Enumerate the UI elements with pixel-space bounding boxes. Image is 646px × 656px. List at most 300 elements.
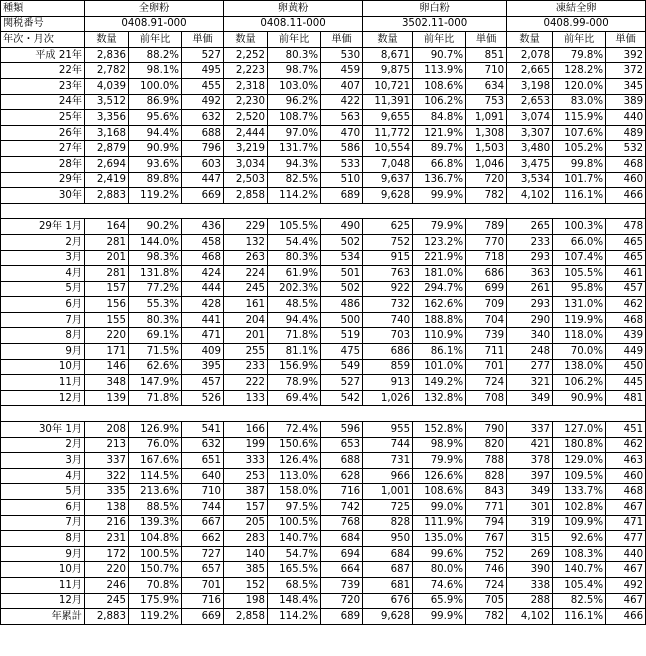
yoy-cell: 156.9% bbox=[268, 359, 321, 375]
unit-price-cell: 458 bbox=[182, 234, 224, 250]
unit-price-cell: 500 bbox=[321, 312, 363, 328]
unit-price-cell: 586 bbox=[321, 141, 363, 157]
unit-price-cell: 632 bbox=[182, 437, 224, 453]
yoy-cell: 97.0% bbox=[268, 125, 321, 141]
unit-price-cell: 532 bbox=[606, 141, 646, 157]
unit-price-cell: 444 bbox=[182, 281, 224, 297]
quantity-cell: 156 bbox=[85, 297, 129, 313]
row-label: 30年 bbox=[1, 188, 85, 204]
quantity-cell: 828 bbox=[363, 515, 413, 531]
quantity-cell: 2,653 bbox=[507, 94, 553, 110]
yoy-cell: 131.0% bbox=[553, 297, 606, 313]
empty-cell bbox=[1, 406, 85, 422]
yoy-cell: 105.2% bbox=[553, 141, 606, 157]
yoy-cell: 105.5% bbox=[268, 219, 321, 235]
unit-price-cell: 710 bbox=[466, 63, 507, 79]
quantity-cell: 333 bbox=[224, 453, 268, 469]
quantity-cell: 2,419 bbox=[85, 172, 129, 188]
annual-row bbox=[1, 63, 646, 79]
quantity-cell: 8,671 bbox=[363, 47, 413, 63]
empty-cell bbox=[606, 406, 646, 422]
header-row-products bbox=[1, 1, 646, 17]
yoy-cell: 90.7% bbox=[413, 47, 466, 63]
yoy-cell: 107.6% bbox=[553, 125, 606, 141]
yoy-cell: 68.5% bbox=[268, 577, 321, 593]
yoy-cell: 108.6% bbox=[413, 484, 466, 500]
empty-cell bbox=[321, 406, 363, 422]
unit-price-cell: 465 bbox=[606, 234, 646, 250]
yoy-cell: 99.6% bbox=[413, 546, 466, 562]
column-header-quantity: 数量 bbox=[363, 32, 413, 48]
unit-price-cell: 708 bbox=[466, 390, 507, 406]
yoy-cell: 98.9% bbox=[413, 437, 466, 453]
row-label: 10月 bbox=[1, 562, 85, 578]
yoy-cell: 48.5% bbox=[268, 297, 321, 313]
unit-price-cell: 395 bbox=[182, 359, 224, 375]
annual-row bbox=[1, 172, 646, 188]
yoy-cell: 108.6% bbox=[413, 78, 466, 94]
unit-price-cell: 1,091 bbox=[466, 110, 507, 126]
monthly-row bbox=[1, 234, 646, 250]
unit-price-cell: 428 bbox=[182, 297, 224, 313]
unit-price-cell: 796 bbox=[182, 141, 224, 157]
unit-price-cell: 718 bbox=[466, 250, 507, 266]
unit-price-cell: 519 bbox=[321, 328, 363, 344]
yoy-cell: 99.8% bbox=[553, 156, 606, 172]
tariff-code: 0408.11-000 bbox=[224, 16, 363, 32]
quantity-cell: 348 bbox=[85, 375, 129, 391]
unit-price-cell: 392 bbox=[606, 47, 646, 63]
quantity-cell: 1,001 bbox=[363, 484, 413, 500]
yoy-cell: 70.0% bbox=[553, 344, 606, 360]
quantity-cell: 686 bbox=[363, 344, 413, 360]
quantity-cell: 140 bbox=[224, 546, 268, 562]
yoy-cell: 100.3% bbox=[553, 219, 606, 235]
total-row bbox=[1, 609, 646, 625]
yoy-cell: 121.9% bbox=[413, 125, 466, 141]
row-label: 2月 bbox=[1, 234, 85, 250]
unit-price-cell: 782 bbox=[466, 188, 507, 204]
row-label: 4月 bbox=[1, 468, 85, 484]
quantity-cell: 155 bbox=[85, 312, 129, 328]
row-label: 27年 bbox=[1, 141, 85, 157]
unit-price-cell: 459 bbox=[321, 63, 363, 79]
monthly-row bbox=[1, 593, 646, 609]
yoy-cell: 158.0% bbox=[268, 484, 321, 500]
unit-price-cell: 727 bbox=[182, 546, 224, 562]
quantity-cell: 9,655 bbox=[363, 110, 413, 126]
yoy-cell: 84.8% bbox=[413, 110, 466, 126]
empty-cell bbox=[363, 406, 413, 422]
yoy-cell: 136.7% bbox=[413, 172, 466, 188]
empty-cell bbox=[553, 406, 606, 422]
yoy-cell: 89.7% bbox=[413, 141, 466, 157]
yoy-cell: 97.5% bbox=[268, 500, 321, 516]
unit-price-cell: 527 bbox=[321, 375, 363, 391]
quantity-cell: 922 bbox=[363, 281, 413, 297]
unit-price-cell: 701 bbox=[466, 359, 507, 375]
unit-price-cell: 372 bbox=[606, 63, 646, 79]
unit-price-cell: 689 bbox=[321, 188, 363, 204]
quantity-cell: 245 bbox=[85, 593, 129, 609]
yoy-cell: 113.9% bbox=[413, 63, 466, 79]
monthly-row bbox=[1, 468, 646, 484]
quantity-cell: 172 bbox=[85, 546, 129, 562]
unit-price-cell: 468 bbox=[182, 250, 224, 266]
quantity-cell: 2,078 bbox=[507, 47, 553, 63]
yoy-cell: 88.2% bbox=[129, 47, 182, 63]
quantity-cell: 681 bbox=[363, 577, 413, 593]
monthly-row bbox=[1, 546, 646, 562]
yoy-cell: 95.8% bbox=[553, 281, 606, 297]
yoy-cell: 119.2% bbox=[129, 609, 182, 625]
yoy-cell: 100.5% bbox=[268, 515, 321, 531]
quantity-cell: 2,223 bbox=[224, 63, 268, 79]
unit-price-cell: 463 bbox=[606, 453, 646, 469]
quantity-cell: 684 bbox=[363, 546, 413, 562]
unit-price-cell: 486 bbox=[321, 297, 363, 313]
spacer-row bbox=[1, 203, 646, 219]
quantity-cell: 139 bbox=[85, 390, 129, 406]
monthly-row bbox=[1, 437, 646, 453]
unit-price-cell: 664 bbox=[321, 562, 363, 578]
yoy-cell: 126.6% bbox=[413, 468, 466, 484]
quantity-cell: 265 bbox=[507, 219, 553, 235]
quantity-cell: 2,252 bbox=[224, 47, 268, 63]
unit-price-cell: 461 bbox=[606, 266, 646, 282]
quantity-cell: 255 bbox=[224, 344, 268, 360]
annual-row bbox=[1, 94, 646, 110]
yoy-cell: 92.6% bbox=[553, 531, 606, 547]
quantity-cell: 204 bbox=[224, 312, 268, 328]
quantity-cell: 132 bbox=[224, 234, 268, 250]
quantity-cell: 915 bbox=[363, 250, 413, 266]
yoy-cell: 71.5% bbox=[129, 344, 182, 360]
yoy-cell: 108.3% bbox=[553, 546, 606, 562]
yoy-cell: 132.8% bbox=[413, 390, 466, 406]
quantity-cell: 363 bbox=[507, 266, 553, 282]
quantity-cell: 3,534 bbox=[507, 172, 553, 188]
unit-price-cell: 739 bbox=[466, 328, 507, 344]
quantity-cell: 390 bbox=[507, 562, 553, 578]
quantity-cell: 335 bbox=[85, 484, 129, 500]
quantity-cell: 349 bbox=[507, 390, 553, 406]
quantity-cell: 161 bbox=[224, 297, 268, 313]
unit-price-cell: 789 bbox=[466, 219, 507, 235]
yoy-cell: 65.9% bbox=[413, 593, 466, 609]
yoy-cell: 93.6% bbox=[129, 156, 182, 172]
quantity-cell: 966 bbox=[363, 468, 413, 484]
quantity-cell: 213 bbox=[85, 437, 129, 453]
yoy-cell: 94.4% bbox=[268, 312, 321, 328]
empty-cell bbox=[507, 406, 553, 422]
yoy-cell: 69.1% bbox=[129, 328, 182, 344]
yoy-cell: 118.0% bbox=[553, 328, 606, 344]
row-label: 22年 bbox=[1, 63, 85, 79]
unit-price-cell: 828 bbox=[466, 468, 507, 484]
empty-cell bbox=[321, 203, 363, 219]
yoy-cell: 127.0% bbox=[553, 422, 606, 438]
unit-price-cell: 455 bbox=[182, 78, 224, 94]
quantity-cell: 171 bbox=[85, 344, 129, 360]
quantity-cell: 703 bbox=[363, 328, 413, 344]
unit-price-cell: 669 bbox=[182, 609, 224, 625]
unit-price-cell: 460 bbox=[606, 468, 646, 484]
quantity-cell: 277 bbox=[507, 359, 553, 375]
yoy-cell: 108.7% bbox=[268, 110, 321, 126]
quantity-cell: 3,034 bbox=[224, 156, 268, 172]
unit-price-cell: 447 bbox=[182, 172, 224, 188]
unit-price-cell: 716 bbox=[182, 593, 224, 609]
yoy-cell: 72.4% bbox=[268, 422, 321, 438]
yoy-cell: 147.9% bbox=[129, 375, 182, 391]
row-label: 10月 bbox=[1, 359, 85, 375]
yoy-cell: 181.0% bbox=[413, 266, 466, 282]
unit-price-cell: 436 bbox=[182, 219, 224, 235]
yoy-cell: 116.1% bbox=[553, 188, 606, 204]
column-header-unit-price: 単価 bbox=[182, 32, 224, 48]
monthly-row bbox=[1, 375, 646, 391]
quantity-cell: 752 bbox=[363, 234, 413, 250]
quantity-cell: 133 bbox=[224, 390, 268, 406]
unit-price-cell: 688 bbox=[321, 453, 363, 469]
row-label: 29年 bbox=[1, 172, 85, 188]
yoy-cell: 100.5% bbox=[129, 546, 182, 562]
yoy-cell: 175.9% bbox=[129, 593, 182, 609]
yoy-cell: 80.3% bbox=[129, 312, 182, 328]
unit-price-cell: 467 bbox=[606, 562, 646, 578]
unit-price-cell: 711 bbox=[466, 344, 507, 360]
column-header-yoy: 前年比 bbox=[268, 32, 321, 48]
unit-price-cell: 457 bbox=[606, 281, 646, 297]
quantity-cell: 138 bbox=[85, 500, 129, 516]
unit-price-cell: 542 bbox=[321, 390, 363, 406]
yoy-cell: 71.8% bbox=[129, 390, 182, 406]
unit-price-cell: 457 bbox=[182, 375, 224, 391]
yoy-cell: 89.8% bbox=[129, 172, 182, 188]
monthly-row bbox=[1, 422, 646, 438]
yoy-cell: 140.7% bbox=[268, 531, 321, 547]
quantity-cell: 245 bbox=[224, 281, 268, 297]
unit-price-cell: 720 bbox=[466, 172, 507, 188]
monthly-row bbox=[1, 500, 646, 516]
quantity-cell: 4,039 bbox=[85, 78, 129, 94]
empty-cell bbox=[224, 406, 268, 422]
annual-row bbox=[1, 47, 646, 63]
yoy-cell: 77.2% bbox=[129, 281, 182, 297]
quantity-cell: 7,048 bbox=[363, 156, 413, 172]
unit-price-cell: 705 bbox=[466, 593, 507, 609]
empty-cell bbox=[85, 203, 129, 219]
quantity-cell: 3,198 bbox=[507, 78, 553, 94]
unit-price-cell: 439 bbox=[606, 328, 646, 344]
row-label: 3月 bbox=[1, 250, 85, 266]
unit-price-cell: 467 bbox=[606, 500, 646, 516]
yoy-cell: 109.9% bbox=[553, 515, 606, 531]
quantity-cell: 11,391 bbox=[363, 94, 413, 110]
column-header-unit-price: 単価 bbox=[321, 32, 363, 48]
empty-cell bbox=[553, 203, 606, 219]
row-label: 28年 bbox=[1, 156, 85, 172]
quantity-cell: 731 bbox=[363, 453, 413, 469]
annual-row bbox=[1, 188, 646, 204]
quantity-cell: 744 bbox=[363, 437, 413, 453]
quantity-cell: 378 bbox=[507, 453, 553, 469]
quantity-cell: 222 bbox=[224, 375, 268, 391]
empty-cell bbox=[129, 406, 182, 422]
yoy-cell: 102.8% bbox=[553, 500, 606, 516]
quantity-cell: 3,074 bbox=[507, 110, 553, 126]
yoy-cell: 82.5% bbox=[268, 172, 321, 188]
row-label: 25年 bbox=[1, 110, 85, 126]
quantity-cell: 387 bbox=[224, 484, 268, 500]
quantity-cell: 732 bbox=[363, 297, 413, 313]
unit-price-cell: 603 bbox=[182, 156, 224, 172]
quantity-cell: 337 bbox=[85, 453, 129, 469]
yoy-cell: 111.9% bbox=[413, 515, 466, 531]
yoy-cell: 105.4% bbox=[553, 577, 606, 593]
empty-cell bbox=[507, 203, 553, 219]
yoy-cell: 131.7% bbox=[268, 141, 321, 157]
quantity-cell: 216 bbox=[85, 515, 129, 531]
quantity-cell: 220 bbox=[85, 562, 129, 578]
unit-price-cell: 407 bbox=[321, 78, 363, 94]
quantity-cell: 231 bbox=[85, 531, 129, 547]
quantity-cell: 3,219 bbox=[224, 141, 268, 157]
yoy-cell: 213.6% bbox=[129, 484, 182, 500]
quantity-cell: 2,858 bbox=[224, 188, 268, 204]
unit-price-cell: 794 bbox=[466, 515, 507, 531]
quantity-cell: 166 bbox=[224, 422, 268, 438]
yoy-cell: 150.7% bbox=[129, 562, 182, 578]
unit-price-cell: 526 bbox=[182, 390, 224, 406]
quantity-cell: 421 bbox=[507, 437, 553, 453]
quantity-cell: 338 bbox=[507, 577, 553, 593]
quantity-cell: 157 bbox=[85, 281, 129, 297]
unit-price-cell: 470 bbox=[321, 125, 363, 141]
yoy-cell: 99.9% bbox=[413, 188, 466, 204]
quantity-cell: 340 bbox=[507, 328, 553, 344]
quantity-cell: 1,026 bbox=[363, 390, 413, 406]
yoy-cell: 188.8% bbox=[413, 312, 466, 328]
row-label: 9月 bbox=[1, 344, 85, 360]
empty-cell bbox=[268, 203, 321, 219]
quantity-cell: 315 bbox=[507, 531, 553, 547]
yoy-cell: 66.8% bbox=[413, 156, 466, 172]
quantity-cell: 253 bbox=[224, 468, 268, 484]
yoy-cell: 101.7% bbox=[553, 172, 606, 188]
unit-price-cell: 753 bbox=[466, 94, 507, 110]
yoy-cell: 149.2% bbox=[413, 375, 466, 391]
yoy-cell: 62.6% bbox=[129, 359, 182, 375]
empty-cell bbox=[413, 203, 466, 219]
unit-price-cell: 768 bbox=[321, 515, 363, 531]
unit-price-cell: 495 bbox=[182, 63, 224, 79]
yoy-cell: 119.9% bbox=[553, 312, 606, 328]
unit-price-cell: 492 bbox=[182, 94, 224, 110]
unit-price-cell: 527 bbox=[182, 47, 224, 63]
header-row-codes bbox=[1, 16, 646, 32]
monthly-row bbox=[1, 250, 646, 266]
empty-cell bbox=[606, 203, 646, 219]
quantity-cell: 4,102 bbox=[507, 188, 553, 204]
yoy-cell: 144.0% bbox=[129, 234, 182, 250]
yoy-cell: 126.9% bbox=[129, 422, 182, 438]
header-row-columns bbox=[1, 32, 646, 48]
quantity-cell: 9,628 bbox=[363, 609, 413, 625]
unit-price-cell: 449 bbox=[606, 344, 646, 360]
empty-cell bbox=[268, 406, 321, 422]
quantity-cell: 233 bbox=[507, 234, 553, 250]
quantity-cell: 2,858 bbox=[224, 609, 268, 625]
table-body bbox=[1, 1, 646, 625]
quantity-cell: 198 bbox=[224, 593, 268, 609]
unit-price-cell: 468 bbox=[606, 156, 646, 172]
yoy-cell: 114.2% bbox=[268, 609, 321, 625]
empty-cell bbox=[224, 203, 268, 219]
row-label: 2月 bbox=[1, 437, 85, 453]
yoy-cell: 129.0% bbox=[553, 453, 606, 469]
yoy-cell: 55.3% bbox=[129, 297, 182, 313]
quantity-cell: 2,318 bbox=[224, 78, 268, 94]
quantity-cell: 224 bbox=[224, 266, 268, 282]
row-label: 7月 bbox=[1, 515, 85, 531]
column-header-quantity: 数量 bbox=[507, 32, 553, 48]
yoy-cell: 96.2% bbox=[268, 94, 321, 110]
quantity-cell: 263 bbox=[224, 250, 268, 266]
column-header-yoy: 前年比 bbox=[553, 32, 606, 48]
quantity-cell: 3,475 bbox=[507, 156, 553, 172]
quantity-cell: 740 bbox=[363, 312, 413, 328]
quantity-cell: 859 bbox=[363, 359, 413, 375]
yoy-cell: 105.5% bbox=[553, 266, 606, 282]
quantity-cell: 3,356 bbox=[85, 110, 129, 126]
monthly-row bbox=[1, 515, 646, 531]
unit-price-cell: 782 bbox=[466, 609, 507, 625]
unit-price-cell: 843 bbox=[466, 484, 507, 500]
quantity-cell: 2,694 bbox=[85, 156, 129, 172]
quantity-cell: 248 bbox=[507, 344, 553, 360]
quantity-cell: 283 bbox=[224, 531, 268, 547]
quantity-cell: 208 bbox=[85, 422, 129, 438]
quantity-cell: 950 bbox=[363, 531, 413, 547]
yoy-cell: 103.0% bbox=[268, 78, 321, 94]
unit-price-cell: 502 bbox=[321, 234, 363, 250]
unit-price-cell: 767 bbox=[466, 531, 507, 547]
quantity-cell: 201 bbox=[85, 250, 129, 266]
yoy-cell: 131.8% bbox=[129, 266, 182, 282]
unit-price-cell: 492 bbox=[606, 577, 646, 593]
yoy-cell: 54.4% bbox=[268, 234, 321, 250]
code-label: 関税番号 bbox=[1, 16, 85, 32]
column-header-quantity: 数量 bbox=[85, 32, 129, 48]
unit-price-cell: 502 bbox=[321, 281, 363, 297]
quantity-cell: 269 bbox=[507, 546, 553, 562]
unit-price-cell: 694 bbox=[321, 546, 363, 562]
unit-price-cell: 440 bbox=[606, 546, 646, 562]
row-label: 3月 bbox=[1, 453, 85, 469]
row-label: 7月 bbox=[1, 312, 85, 328]
yoy-cell: 98.7% bbox=[268, 63, 321, 79]
empty-cell bbox=[1, 203, 85, 219]
row-label: 30年 1月 bbox=[1, 422, 85, 438]
quantity-cell: 2,836 bbox=[85, 47, 129, 63]
yoy-cell: 83.0% bbox=[553, 94, 606, 110]
quantity-cell: 164 bbox=[85, 219, 129, 235]
quantity-cell: 2,879 bbox=[85, 141, 129, 157]
yoy-cell: 294.7% bbox=[413, 281, 466, 297]
monthly-row bbox=[1, 281, 646, 297]
